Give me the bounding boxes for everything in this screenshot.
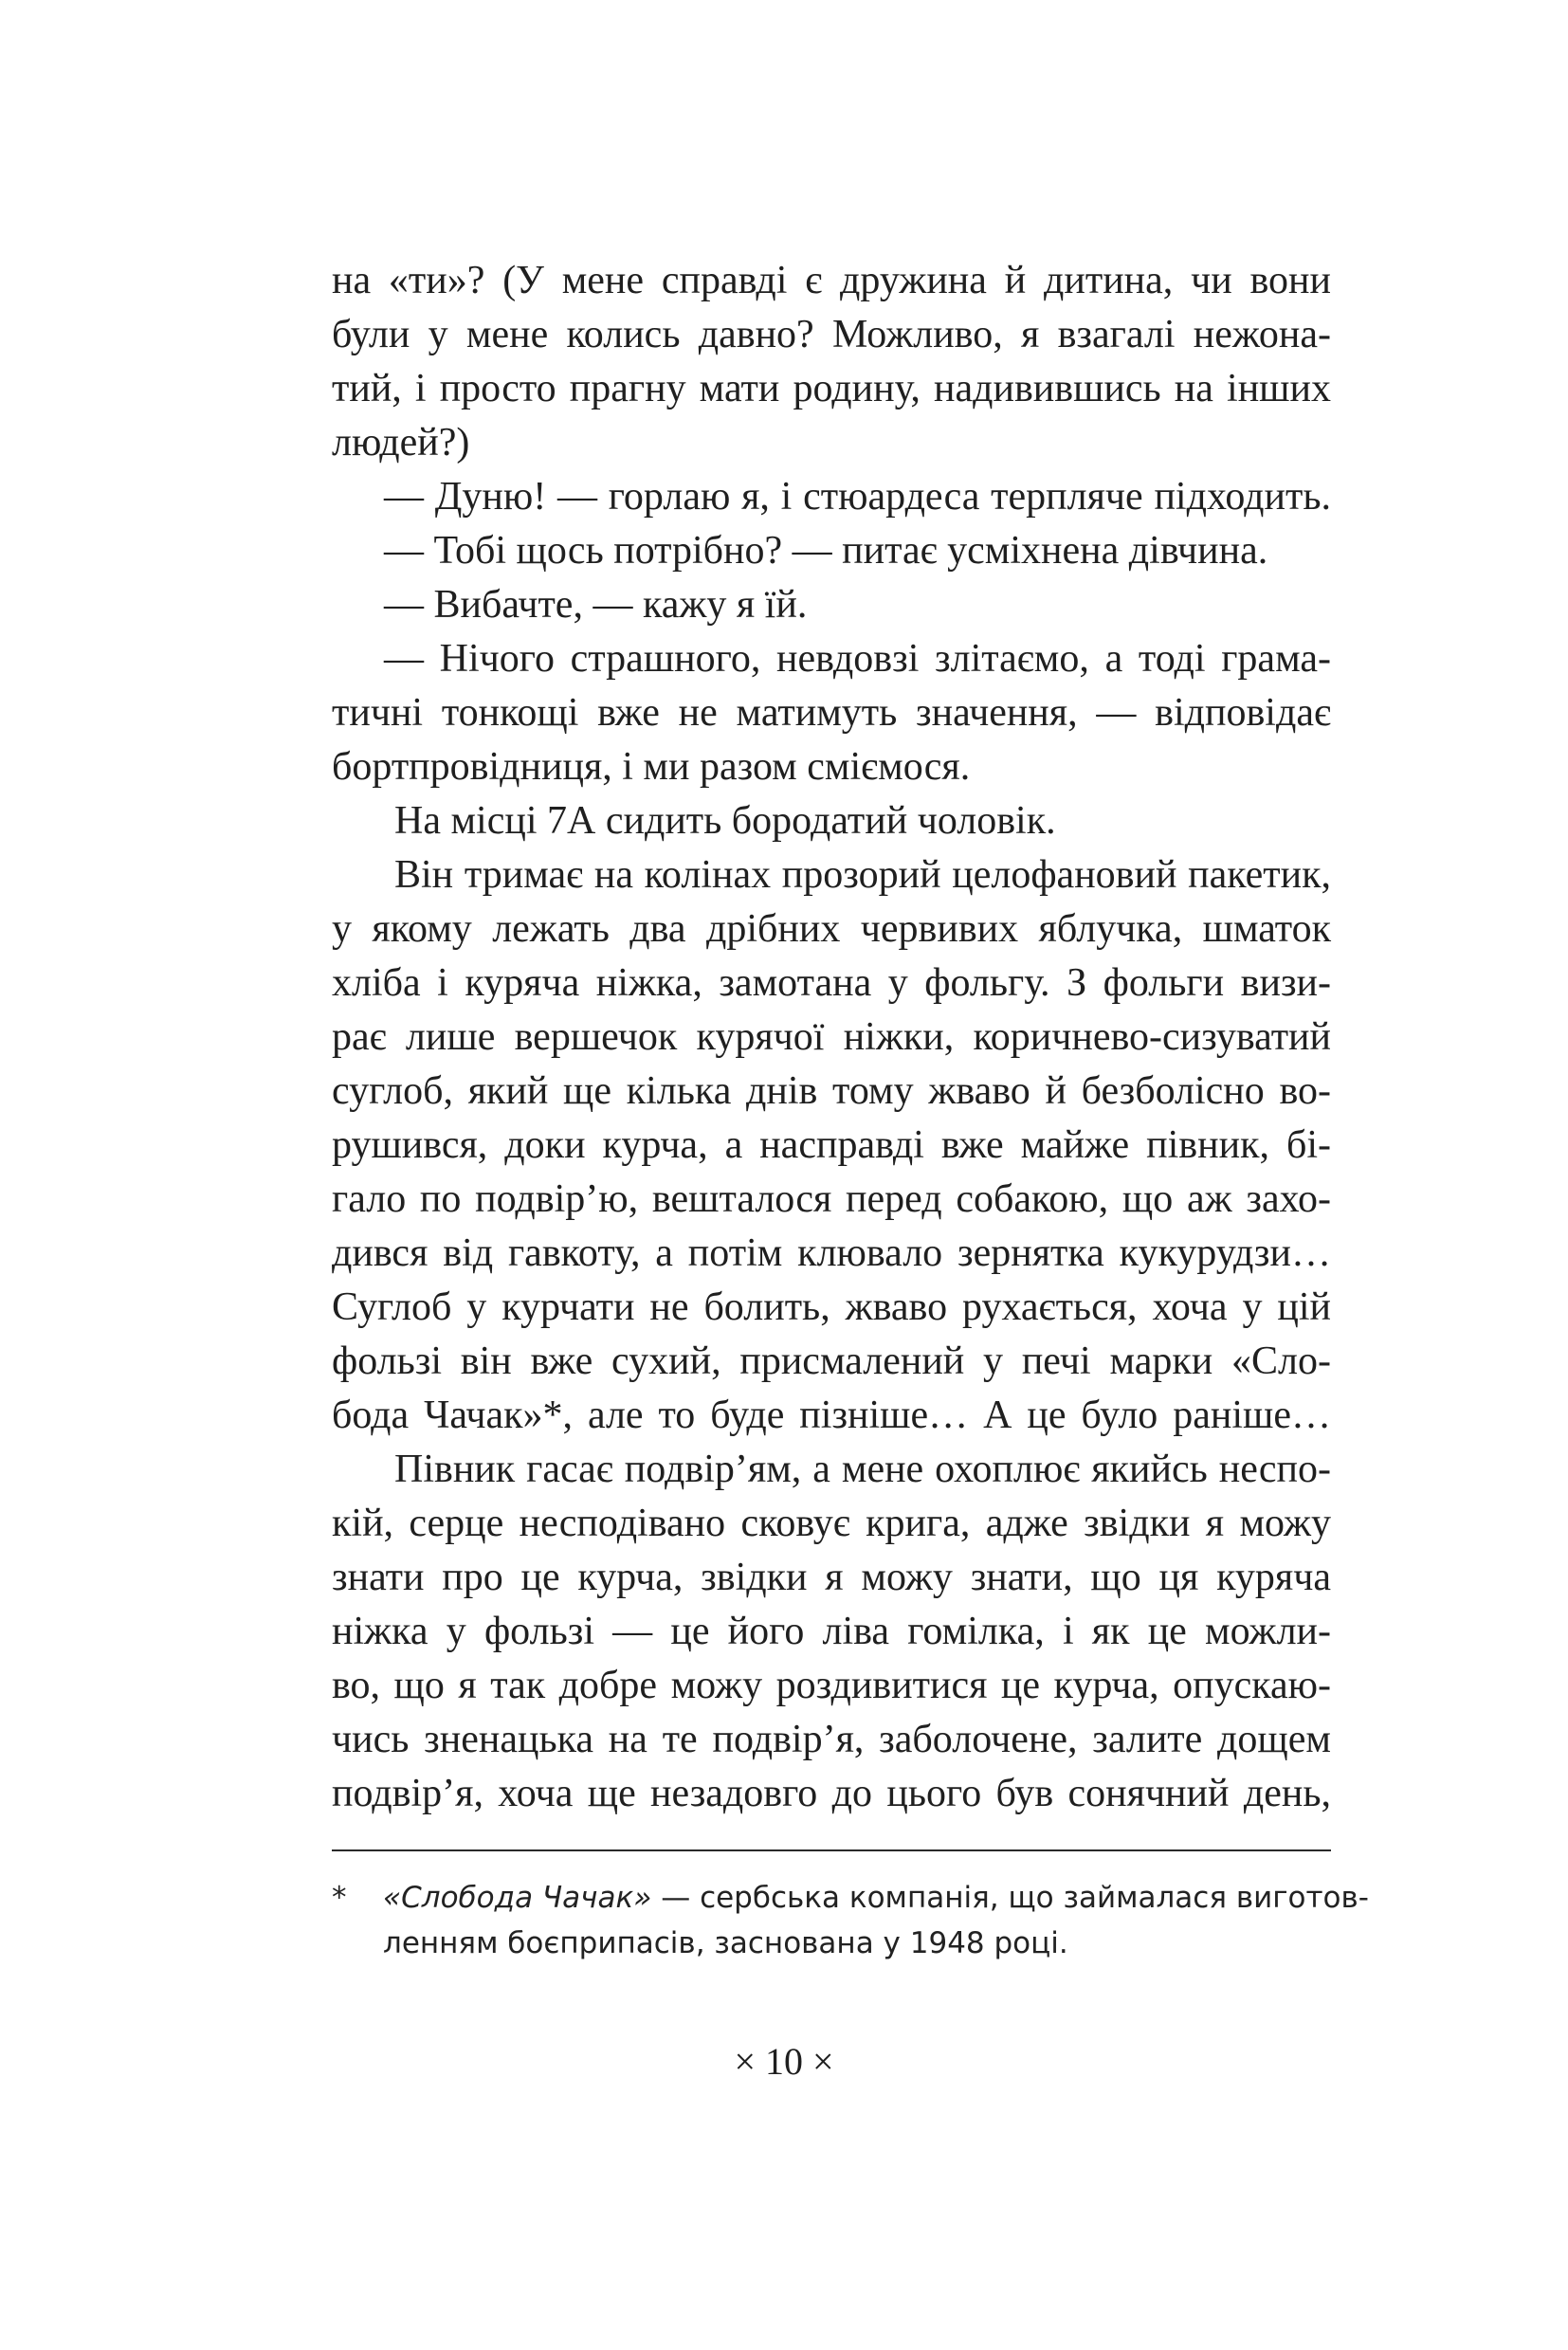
text-line: рушився, доки курча, а насправді вже майже півник, бі- <box>332 1123 1331 1167</box>
dialogue-line: — Вибачте, — кажу я їй. <box>384 583 808 627</box>
body-text <box>332 254 1331 1821</box>
text-line: були у мене колись давно? Можливо, я взагалі нежона- <box>332 313 1331 356</box>
text-line: во, що я так добре можу роздивитися це курча, опускаю- <box>332 1664 1331 1707</box>
text-line: людей?) <box>332 421 470 465</box>
text-line: подвір’я, хоча ще незадовго до цього був сонячний день, <box>332 1772 1331 1815</box>
text-line: бортпровідниця, і ми разом сміємося. <box>332 745 971 789</box>
dialogue-line: — Нічого страшного, невдовзі злітаємо, а тоді грама- <box>384 637 1331 681</box>
paragraph-first-line: На місці 7А сидить бородатий чоловік. <box>394 799 1056 843</box>
text-line: кій, серце несподівано сковує крига, адже звідки я можу <box>332 1502 1331 1545</box>
text-line: дився від гавкоту, а потім клювало зернятка кукурудзи… <box>332 1231 1331 1275</box>
text-line: на «ти»? (У мене справді є дружина й дитина, чи вони <box>332 259 1331 302</box>
text-line: рає лише вершечок курячої ніжки, коричнево-сизуватий <box>332 1015 1331 1059</box>
footnote-line <box>332 1875 1369 1921</box>
footnote-term: «Слобода Чачак» <box>383 1881 652 1915</box>
dialogue-line: — Дуню! — горлаю я, і стюардеса терпляче підходить. <box>384 475 1331 519</box>
text-line: суглоб, який ще кілька днів тому жваво й безболісно во- <box>332 1069 1331 1113</box>
footnote-definition: — сербська компанія, що займалася виготов- <box>651 1881 1369 1915</box>
footnote-marker: * <box>332 1881 347 1915</box>
dialogue-line: — Тобі щось потрібно? — питає усміхнена дівчина. <box>384 529 1268 573</box>
text-line: тий, і просто прагну мати родину, надивившись на інших <box>332 367 1331 410</box>
paragraph-first-line: Півник гасає подвір’ям, а мене охоплює якийсь неспо- <box>394 1448 1331 1491</box>
text-line: чись зненацька на те подвір’я, заболочене, залите дощем <box>332 1718 1331 1761</box>
text-line: хліба і куряча ніжка, замотана у фольгу. З фольги визи- <box>332 961 1331 1005</box>
text-line: фользі він вже сухий, присмалений у печі марки «Сло- <box>332 1339 1331 1383</box>
footnote <box>332 1875 1369 1966</box>
page-number: × 10 × <box>734 2040 834 2083</box>
footnote-line: ленням боєприпасів, заснована у 1948 році. <box>383 1926 1068 1960</box>
text-line: бода Чачак»*, але то буде пізніше… А це було раніше… <box>332 1394 1331 1437</box>
paragraph-first-line: Він тримає на колінах прозорий целофановий пакетик, <box>394 853 1331 897</box>
text-line: знати про це курча, звідки я можу знати, що ця куряча <box>332 1556 1331 1599</box>
text-line: гало по подвір’ю, вешталося перед собакою, що аж захо- <box>332 1177 1331 1221</box>
text-line: ніжка у фользі — це його ліва гомілка, і як це можли- <box>332 1610 1331 1653</box>
text-line: у якому лежать два дрібних червивих яблучка, шматок <box>332 907 1331 951</box>
footnote-divider <box>332 1849 1331 1851</box>
text-line: Суглоб у курчати не болить, жваво рухається, хоча у цій <box>332 1285 1331 1329</box>
text-line: тичні тонкощі вже не матимуть значення, — відповідає <box>332 691 1331 735</box>
